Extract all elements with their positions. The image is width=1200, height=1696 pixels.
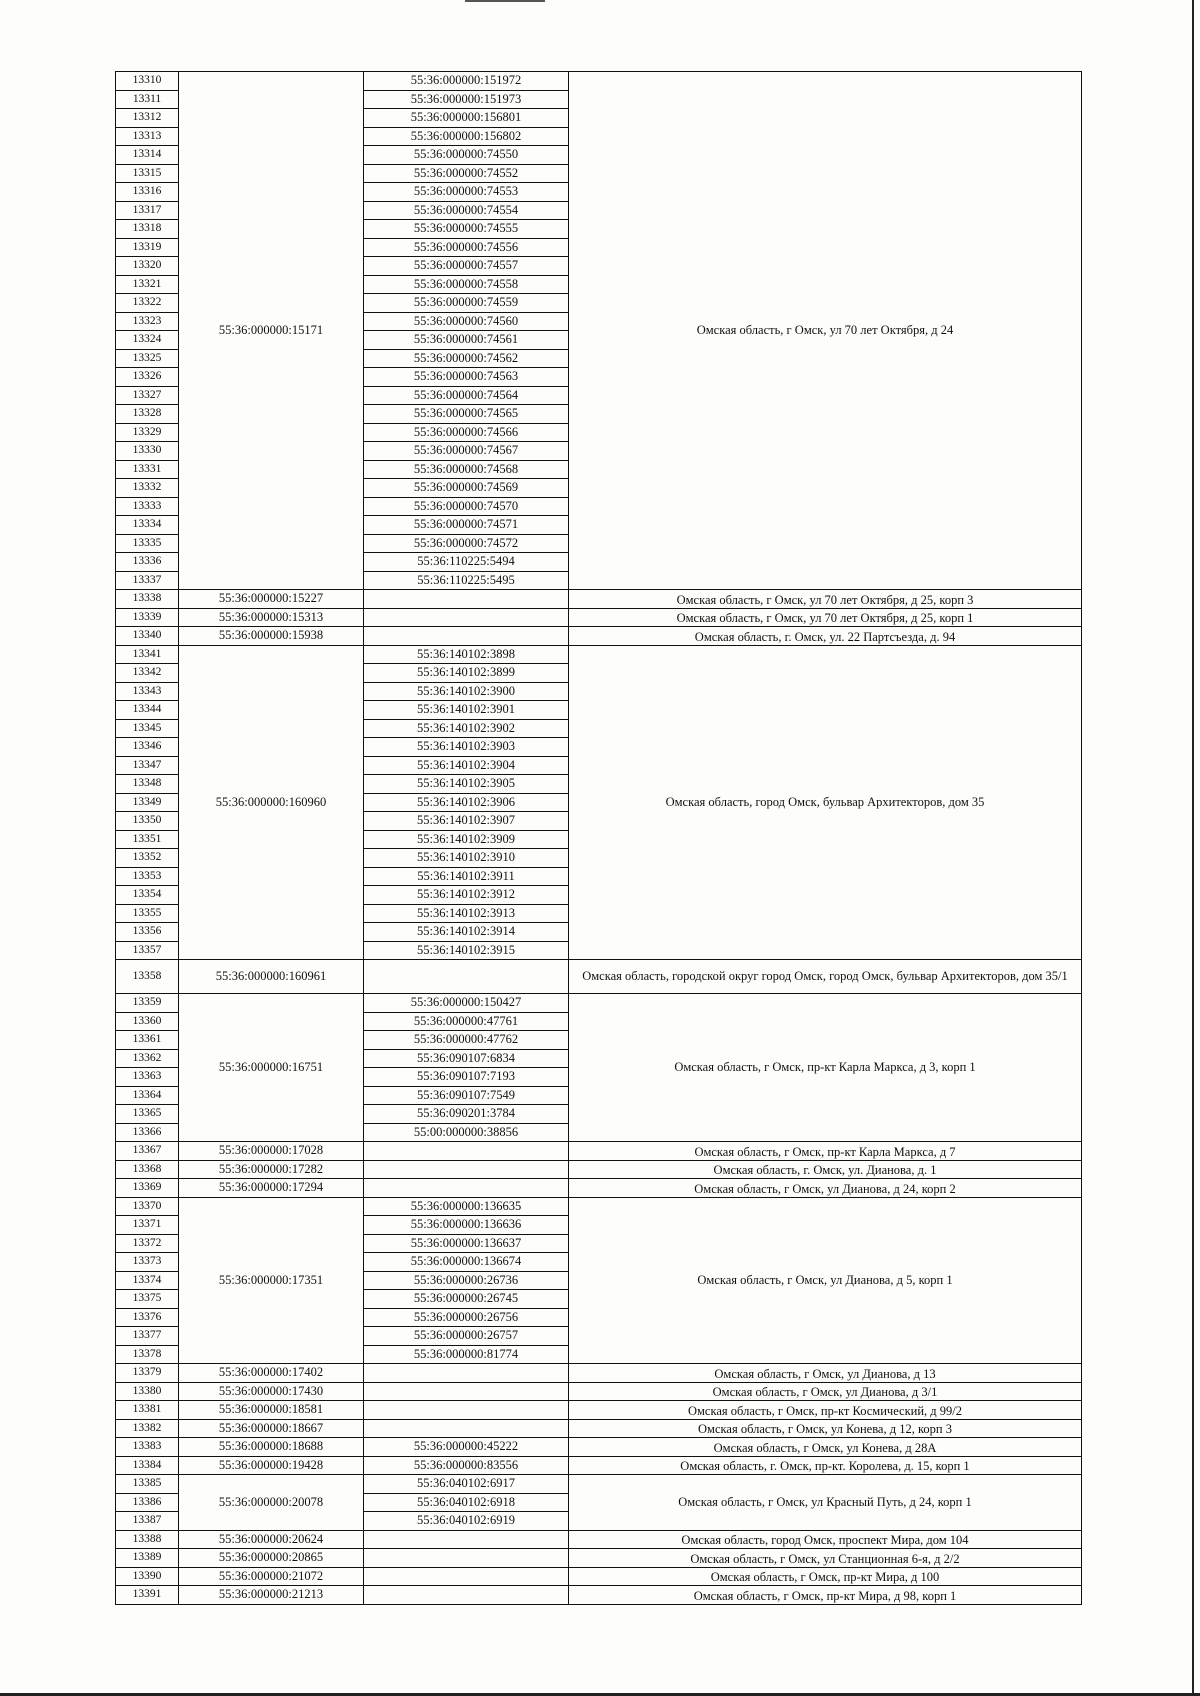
object-cadastral-number-cell: 55:36:000000:74571 — [364, 516, 569, 535]
row-number-cell: 13345 — [116, 719, 179, 738]
cadastral-number-cell: 55:36:000000:160960 — [179, 645, 364, 960]
object-cadastral-number-cell: 55:36:140102:3903 — [364, 738, 569, 757]
row-number-cell: 13378 — [116, 1345, 179, 1364]
object-cadastral-number-cell — [364, 608, 569, 627]
object-cadastral-number-cell: 55:36:000000:74564 — [364, 386, 569, 405]
object-cadastral-number-cell: 55:36:000000:74554 — [364, 201, 569, 220]
table-row — [116, 960, 1082, 994]
object-cadastral-number-cell: 55:36:000000:74561 — [364, 331, 569, 350]
row-number-cell: 13346 — [116, 738, 179, 757]
object-cadastral-number-cell: 55:36:140102:3899 — [364, 664, 569, 683]
address-cell: Омская область, г Омск, ул Конева, д 28А — [569, 1438, 1082, 1457]
object-cadastral-number-cell: 55:36:000000:74553 — [364, 183, 569, 202]
object-cadastral-number-cell: 55:36:000000:74560 — [364, 312, 569, 331]
cadastral-number-cell: 55:36:000000:18667 — [179, 1419, 364, 1438]
address-cell: Омская область, г Омск, пр-кт Мира, д 100 — [569, 1567, 1082, 1586]
object-cadastral-number-cell: 55:36:140102:3910 — [364, 849, 569, 868]
address-cell: Омская область, г Омск, пр-кт Карла Маркса, д 7 — [569, 1142, 1082, 1161]
cadastral-number-cell: 55:36:000000:18688 — [179, 1438, 364, 1457]
address-cell: Омская область, г Омск, пр-кт Мира, д 98, корп 1 — [569, 1586, 1082, 1605]
address-cell: Омская область, г. Омск, пр-кт. Королева, д. 15, корп 1 — [569, 1456, 1082, 1475]
row-number-cell: 13358 — [116, 960, 179, 994]
object-cadastral-number-cell: 55:36:140102:3909 — [364, 830, 569, 849]
row-number-cell: 13381 — [116, 1401, 179, 1420]
object-cadastral-number-cell: 55:36:000000:151972 — [364, 72, 569, 91]
row-number-cell: 13359 — [116, 994, 179, 1013]
row-number-cell: 13355 — [116, 904, 179, 923]
object-cadastral-number-cell: 55:36:000000:81774 — [364, 1345, 569, 1364]
table-row — [116, 1382, 1082, 1401]
cadastral-number-cell: 55:36:000000:16751 — [179, 994, 364, 1142]
object-cadastral-number-cell — [364, 1419, 569, 1438]
row-number-cell: 13348 — [116, 775, 179, 794]
row-number-cell: 13319 — [116, 238, 179, 257]
object-cadastral-number-cell — [364, 1401, 569, 1420]
cadastral-number-cell: 55:36:000000:17351 — [179, 1197, 364, 1364]
table-row — [116, 1179, 1082, 1198]
row-number-cell: 13375 — [116, 1290, 179, 1309]
row-number-cell: 13324 — [116, 331, 179, 350]
address-cell: Омская область, г Омск, ул Конева, д 12, корп 3 — [569, 1419, 1082, 1438]
row-number-cell: 13377 — [116, 1327, 179, 1346]
object-cadastral-number-cell: 55:36:140102:3914 — [364, 923, 569, 942]
address-cell: Омская область, город Омск, проспект Мира, дом 104 — [569, 1530, 1082, 1549]
row-number-cell: 13342 — [116, 664, 179, 683]
row-number-cell: 13362 — [116, 1049, 179, 1068]
address-cell: Омская область, г Омск, пр-кт Космический, д 99/2 — [569, 1401, 1082, 1420]
object-cadastral-number-cell: 55:36:000000:156802 — [364, 127, 569, 146]
row-number-cell: 13337 — [116, 571, 179, 590]
table-row — [116, 1364, 1082, 1383]
object-cadastral-number-cell: 55:36:140102:3907 — [364, 812, 569, 831]
row-number-cell: 13382 — [116, 1419, 179, 1438]
object-cadastral-number-cell — [364, 1179, 569, 1198]
row-number-cell: 13311 — [116, 90, 179, 109]
row-number-cell: 13389 — [116, 1549, 179, 1568]
address-cell: Омская область, г. Омск, ул. Дианова, д. 1 — [569, 1160, 1082, 1179]
object-cadastral-number-cell: 55:36:000000:74563 — [364, 368, 569, 387]
row-number-cell: 13341 — [116, 645, 179, 664]
object-cadastral-number-cell: 55:36:140102:3900 — [364, 682, 569, 701]
object-cadastral-number-cell: 55:36:000000:74569 — [364, 479, 569, 498]
object-cadastral-number-cell: 55:36:090107:6834 — [364, 1049, 569, 1068]
row-number-cell: 13344 — [116, 701, 179, 720]
object-cadastral-number-cell: 55:36:140102:3898 — [364, 645, 569, 664]
row-number-cell: 13353 — [116, 867, 179, 886]
address-cell: Омская область, г Омск, ул Дианова, д 24, корп 2 — [569, 1179, 1082, 1198]
object-cadastral-number-cell: 55:36:000000:74566 — [364, 423, 569, 442]
row-number-cell: 13373 — [116, 1253, 179, 1272]
object-cadastral-number-cell — [364, 1567, 569, 1586]
table-row — [116, 645, 1082, 664]
row-number-cell: 13365 — [116, 1105, 179, 1124]
cadastral-number-cell: 55:36:000000:160961 — [179, 960, 364, 994]
row-number-cell: 13390 — [116, 1567, 179, 1586]
row-number-cell: 13343 — [116, 682, 179, 701]
row-number-cell: 13357 — [116, 941, 179, 960]
row-number-cell: 13333 — [116, 497, 179, 516]
table-row — [116, 1475, 1082, 1494]
cadastral-number-cell: 55:36:000000:15313 — [179, 608, 364, 627]
table-row — [116, 1530, 1082, 1549]
object-cadastral-number-cell: 55:36:000000:74559 — [364, 294, 569, 313]
object-cadastral-number-cell: 55:36:000000:156801 — [364, 109, 569, 128]
object-cadastral-number-cell: 55:36:090107:7549 — [364, 1086, 569, 1105]
object-cadastral-number-cell: 55:36:000000:136635 — [364, 1197, 569, 1216]
row-number-cell: 13352 — [116, 849, 179, 868]
row-number-cell: 13360 — [116, 1012, 179, 1031]
object-cadastral-number-cell: 55:36:000000:74558 — [364, 275, 569, 294]
object-cadastral-number-cell: 55:36:140102:3902 — [364, 719, 569, 738]
address-cell: Омская область, г Омск, пр-кт Карла Маркса, д 3, корп 1 — [569, 994, 1082, 1142]
object-cadastral-number-cell: 55:36:000000:83556 — [364, 1456, 569, 1475]
row-number-cell: 13314 — [116, 146, 179, 165]
cadastral-number-cell: 55:36:000000:15227 — [179, 590, 364, 609]
table-row — [116, 1456, 1082, 1475]
object-cadastral-number-cell: 55:36:090201:3784 — [364, 1105, 569, 1124]
row-number-cell: 13351 — [116, 830, 179, 849]
row-number-cell: 13318 — [116, 220, 179, 239]
object-cadastral-number-cell — [364, 1530, 569, 1549]
cadastral-number-cell: 55:36:000000:15938 — [179, 627, 364, 646]
row-number-cell: 13326 — [116, 368, 179, 387]
row-number-cell: 13369 — [116, 1179, 179, 1198]
object-cadastral-number-cell: 55:36:000000:74568 — [364, 460, 569, 479]
row-number-cell: 13330 — [116, 442, 179, 461]
object-cadastral-number-cell: 55:36:000000:26757 — [364, 1327, 569, 1346]
object-cadastral-number-cell: 55:36:000000:47761 — [364, 1012, 569, 1031]
cadastral-number-cell: 55:36:000000:21072 — [179, 1567, 364, 1586]
table-row — [116, 1197, 1082, 1216]
row-number-cell: 13340 — [116, 627, 179, 646]
object-cadastral-number-cell — [364, 1586, 569, 1605]
row-number-cell: 13325 — [116, 349, 179, 368]
row-number-cell: 13361 — [116, 1031, 179, 1050]
row-number-cell: 13387 — [116, 1512, 179, 1531]
row-number-cell: 13383 — [116, 1438, 179, 1457]
object-cadastral-number-cell: 55:36:000000:136637 — [364, 1234, 569, 1253]
row-number-cell: 13338 — [116, 590, 179, 609]
object-cadastral-number-cell — [364, 1364, 569, 1383]
object-cadastral-number-cell: 55:36:000000:26756 — [364, 1308, 569, 1327]
row-number-cell: 13386 — [116, 1493, 179, 1512]
address-cell: Омская область, городской округ город Омск, город Омск, бульвар Архитекторов, дом 35/1 — [569, 960, 1082, 994]
row-number-cell: 13385 — [116, 1475, 179, 1494]
cadastral-number-cell: 55:36:000000:20865 — [179, 1549, 364, 1568]
cadastral-number-cell: 55:36:000000:17028 — [179, 1142, 364, 1161]
table-row — [116, 1438, 1082, 1457]
address-cell: Омская область, г Омск, ул Станционная 6-я, д 2/2 — [569, 1549, 1082, 1568]
row-number-cell: 13317 — [116, 201, 179, 220]
table-row — [116, 1586, 1082, 1605]
row-number-cell: 13354 — [116, 886, 179, 905]
row-number-cell: 13380 — [116, 1382, 179, 1401]
cadastral-table — [115, 71, 1082, 1605]
row-number-cell: 13315 — [116, 164, 179, 183]
cadastral-number-cell: 55:36:000000:21213 — [179, 1586, 364, 1605]
row-number-cell: 13310 — [116, 72, 179, 91]
object-cadastral-number-cell: 55:36:000000:74555 — [364, 220, 569, 239]
object-cadastral-number-cell: 55:00:000000:38856 — [364, 1123, 569, 1142]
row-number-cell: 13376 — [116, 1308, 179, 1327]
object-cadastral-number-cell: 55:36:000000:74557 — [364, 257, 569, 276]
row-number-cell: 13312 — [116, 109, 179, 128]
row-number-cell: 13347 — [116, 756, 179, 775]
row-number-cell: 13323 — [116, 312, 179, 331]
object-cadastral-number-cell: 55:36:040102:6919 — [364, 1512, 569, 1531]
row-number-cell: 13372 — [116, 1234, 179, 1253]
object-cadastral-number-cell: 55:36:140102:3912 — [364, 886, 569, 905]
row-number-cell: 13371 — [116, 1216, 179, 1235]
row-number-cell: 13336 — [116, 553, 179, 572]
object-cadastral-number-cell: 55:36:000000:74552 — [364, 164, 569, 183]
cadastral-number-cell: 55:36:000000:17402 — [179, 1364, 364, 1383]
row-number-cell: 13321 — [116, 275, 179, 294]
object-cadastral-number-cell: 55:36:000000:74556 — [364, 238, 569, 257]
address-cell: Омская область, город Омск, бульвар Архитекторов, дом 35 — [569, 645, 1082, 960]
object-cadastral-number-cell — [364, 1382, 569, 1401]
object-cadastral-number-cell: 55:36:000000:47762 — [364, 1031, 569, 1050]
table-row — [116, 1142, 1082, 1161]
object-cadastral-number-cell — [364, 627, 569, 646]
row-number-cell: 13384 — [116, 1456, 179, 1475]
object-cadastral-number-cell — [364, 1549, 569, 1568]
row-number-cell: 13313 — [116, 127, 179, 146]
scan-edge-right — [1192, 0, 1194, 1696]
object-cadastral-number-cell: 55:36:000000:151973 — [364, 90, 569, 109]
row-number-cell: 13335 — [116, 534, 179, 553]
table-row — [116, 590, 1082, 609]
object-cadastral-number-cell: 55:36:140102:3906 — [364, 793, 569, 812]
object-cadastral-number-cell: 55:36:140102:3911 — [364, 867, 569, 886]
row-number-cell: 13363 — [116, 1068, 179, 1087]
row-number-cell: 13334 — [116, 516, 179, 535]
table-row — [116, 1401, 1082, 1420]
object-cadastral-number-cell: 55:36:000000:26745 — [364, 1290, 569, 1309]
object-cadastral-number-cell: 55:36:140102:3901 — [364, 701, 569, 720]
row-number-cell: 13322 — [116, 294, 179, 313]
table-row — [116, 1567, 1082, 1586]
table-row — [116, 627, 1082, 646]
object-cadastral-number-cell: 55:36:140102:3915 — [364, 941, 569, 960]
address-cell: Омская область, г Омск, ул Дианова, д 5, корп 1 — [569, 1197, 1082, 1364]
table-row — [116, 1160, 1082, 1179]
object-cadastral-number-cell: 55:36:000000:45222 — [364, 1438, 569, 1457]
row-number-cell: 13374 — [116, 1271, 179, 1290]
row-number-cell: 13331 — [116, 460, 179, 479]
object-cadastral-number-cell: 55:36:000000:74562 — [364, 349, 569, 368]
row-number-cell: 13356 — [116, 923, 179, 942]
address-cell: Омская область, г Омск, ул 70 лет Октября, д 25, корп 1 — [569, 608, 1082, 627]
table-row — [116, 1419, 1082, 1438]
object-cadastral-number-cell: 55:36:090107:7193 — [364, 1068, 569, 1087]
row-number-cell: 13316 — [116, 183, 179, 202]
address-cell: Омская область, г Омск, ул Дианова, д 13 — [569, 1364, 1082, 1383]
object-cadastral-number-cell — [364, 1160, 569, 1179]
object-cadastral-number-cell: 55:36:140102:3905 — [364, 775, 569, 794]
row-number-cell: 13332 — [116, 479, 179, 498]
row-number-cell: 13339 — [116, 608, 179, 627]
object-cadastral-number-cell: 55:36:000000:74550 — [364, 146, 569, 165]
object-cadastral-number-cell: 55:36:000000:74572 — [364, 534, 569, 553]
row-number-cell: 13350 — [116, 812, 179, 831]
row-number-cell: 13327 — [116, 386, 179, 405]
object-cadastral-number-cell — [364, 590, 569, 609]
row-number-cell: 13368 — [116, 1160, 179, 1179]
cadastral-number-cell: 55:36:000000:17294 — [179, 1179, 364, 1198]
cadastral-number-cell: 55:36:000000:20624 — [179, 1530, 364, 1549]
table-row — [116, 1549, 1082, 1568]
row-number-cell: 13391 — [116, 1586, 179, 1605]
object-cadastral-number-cell: 55:36:000000:74570 — [364, 497, 569, 516]
object-cadastral-number-cell: 55:36:110225:5494 — [364, 553, 569, 572]
object-cadastral-number-cell: 55:36:140102:3913 — [364, 904, 569, 923]
object-cadastral-number-cell: 55:36:000000:150427 — [364, 994, 569, 1013]
object-cadastral-number-cell: 55:36:000000:74567 — [364, 442, 569, 461]
table-row — [116, 608, 1082, 627]
row-number-cell: 13388 — [116, 1530, 179, 1549]
row-number-cell: 13328 — [116, 405, 179, 424]
object-cadastral-number-cell: 55:36:000000:26736 — [364, 1271, 569, 1290]
object-cadastral-number-cell: 55:36:040102:6918 — [364, 1493, 569, 1512]
address-cell: Омская область, г Омск, ул 70 лет Октября, д 25, корп 3 — [569, 590, 1082, 609]
table-row — [116, 994, 1082, 1013]
cadastral-number-cell: 55:36:000000:17282 — [179, 1160, 364, 1179]
scan-edge-top — [465, 0, 545, 2]
cadastral-number-cell: 55:36:000000:17430 — [179, 1382, 364, 1401]
object-cadastral-number-cell — [364, 1142, 569, 1161]
row-number-cell: 13366 — [116, 1123, 179, 1142]
cadastral-number-cell: 55:36:000000:18581 — [179, 1401, 364, 1420]
object-cadastral-number-cell: 55:36:110225:5495 — [364, 571, 569, 590]
cadastral-number-cell: 55:36:000000:15171 — [179, 72, 364, 590]
object-cadastral-number-cell — [364, 960, 569, 994]
row-number-cell: 13320 — [116, 257, 179, 276]
row-number-cell: 13370 — [116, 1197, 179, 1216]
object-cadastral-number-cell: 55:36:000000:74565 — [364, 405, 569, 424]
table-row — [116, 72, 1082, 91]
row-number-cell: 13379 — [116, 1364, 179, 1383]
object-cadastral-number-cell: 55:36:140102:3904 — [364, 756, 569, 775]
cadastral-number-cell: 55:36:000000:19428 — [179, 1456, 364, 1475]
cadastral-number-cell: 55:36:000000:20078 — [179, 1475, 364, 1531]
row-number-cell: 13329 — [116, 423, 179, 442]
address-cell: Омская область, г. Омск, ул. 22 Партсъезда, д. 94 — [569, 627, 1082, 646]
object-cadastral-number-cell: 55:36:040102:6917 — [364, 1475, 569, 1494]
row-number-cell: 13349 — [116, 793, 179, 812]
cadastral-table-body — [116, 72, 1082, 1605]
object-cadastral-number-cell: 55:36:000000:136636 — [364, 1216, 569, 1235]
row-number-cell: 13367 — [116, 1142, 179, 1161]
object-cadastral-number-cell: 55:36:000000:136674 — [364, 1253, 569, 1272]
address-cell: Омская область, г Омск, ул Красный Путь, д 24, корп 1 — [569, 1475, 1082, 1531]
row-number-cell: 13364 — [116, 1086, 179, 1105]
address-cell: Омская область, г Омск, ул Дианова, д 3/1 — [569, 1382, 1082, 1401]
address-cell: Омская область, г Омск, ул 70 лет Октября, д 24 — [569, 72, 1082, 590]
